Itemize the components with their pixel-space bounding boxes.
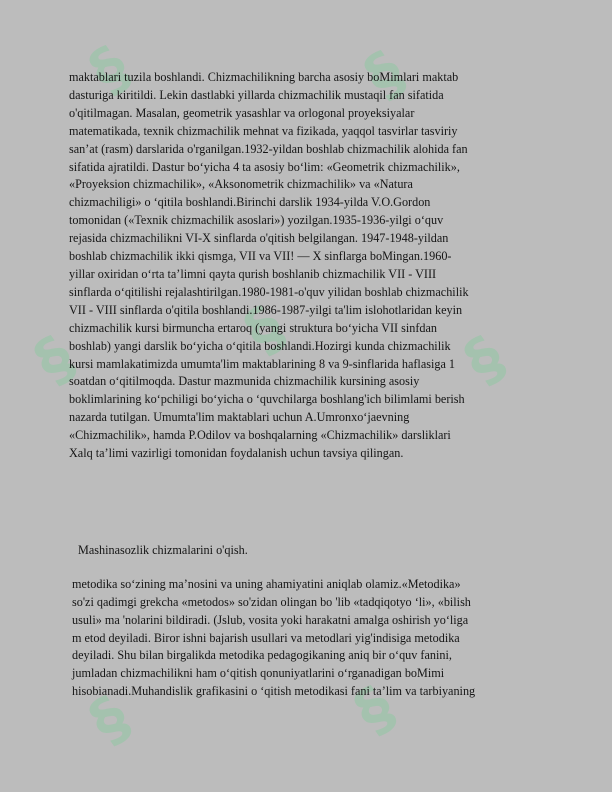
body-paragraph: metodika so‘zining ma’nosini va uning ahamiyatini aniqlab olamiz.«Metodika» so'zi qadimgi grekcha «metodos» so'zidan olingan bo 'lib «tadqiqotyo ‘li», «bilish usuli» ma 'nolarini bildiradi. (Jslub, vosita yoki harakatni amalga oshirish yo‘liga m etod deyiladi. Biror ishni bajarish usullari va metodlari yig'indisiga metodika deyiladi. Shu bilan birgalikda metodika pedagogikaning aniq bir o‘quv fanini, jumladan chizmachilikni ham o‘qitish qonuniyatlarini o‘rganadigan boMimi hisobianadi.Muhandislik grafikasini o ‘qitish metodikasi fani ta’lim va tarbiyaning — [72, 576, 476, 699]
document-body — [69, 69, 544, 701]
watermark-glyph: § — [77, 32, 143, 108]
watermark-glyph: § — [342, 672, 408, 748]
body-paragraph: maktablari tuzila boshlandi. Chizmachilikning barcha asosiy boMimlari maktab dasturiga kiritildi. Lekin dastlabki yillarda chizmachilik mustaqil fan sifatida o'qitilmagan. Masalan, geometrik yasashlar va orlogonal proyeksiyalar matematikada, texnik chizmachilik mehnat va fizikada, yaqqol tasvirlar tasviriy san’at (rasm) darslarida o'rganilgan.1932-yildan boshlab chizmachilik alohida fan sifatida ajratildi. Dastur bo‘yicha 4 ta asosiy bo‘lim: «Geometrik chizmachilik», «Proyeksion chizmachilik», «Aksonometrik chizmachilik» va «Natura chizmachiligi» o ‘qitila boshlandi.Birinchi darslik 1934-yilda V.O.Gordon tomonidan («Texnik chizmachilik asoslari») yozilgan.1935-1936-yilgi o‘quv rejasida chizmachilikni VI-X sinflarda o'qitish belgilangan. 1947-1948-yildan boshlab chizmachilik ikki qismga, VII va VII! — X sinflarga boMingan.1960- yillar oxiridan o‘rta ta’limni qayta qurish boshlanib chizmachilik VII - VIII sinflarda o‘qitilishi rejalashtirilgan.1980-1981-o'quv yilidan boshlab chizmachilik VII - VIII sinflarda o'qitila boshlandi.1986-1987-yilgi ta'lim islohotlaridan keyin chizmachilik kursi birmuncha ertaroq (yangi struktura bo‘yicha VII sinfdan boshlab) yangi darslik bo‘yicha o‘qitila boshlandi.Hozirgi kunda chizmachilik kursi mamlakatimizda umumta'lim maktablarining 8 va 9-sinflarida haflasiga 1 soatdan o‘qitilmoqda. Dastur mazmunida chizmachilik kursining asosiy boklimlarining ko‘pchiligi bo‘yicha o ‘quvchilarga boshlang'ich bilimlami berish nazarda tutilgan. Umumta'lim maktablari uchun A.Umronxo‘jaevning «Chizmachilik», hamda P.Odilov va boshqalarning «Chizmachilik» darsliklari Xalq ta’limi vazirligi tomonidan foydalanish uchun tavsiya qilingan. — [69, 70, 469, 461]
section-heading: Mashinasozlik chizmalarini o'qish. — [78, 542, 248, 557]
watermark-glyph: § — [452, 322, 518, 398]
watermark-glyph: § — [232, 292, 298, 368]
watermark-glyph: § — [22, 322, 88, 398]
watermark-glyph: § — [352, 37, 418, 113]
watermark-glyph: § — [77, 682, 143, 758]
